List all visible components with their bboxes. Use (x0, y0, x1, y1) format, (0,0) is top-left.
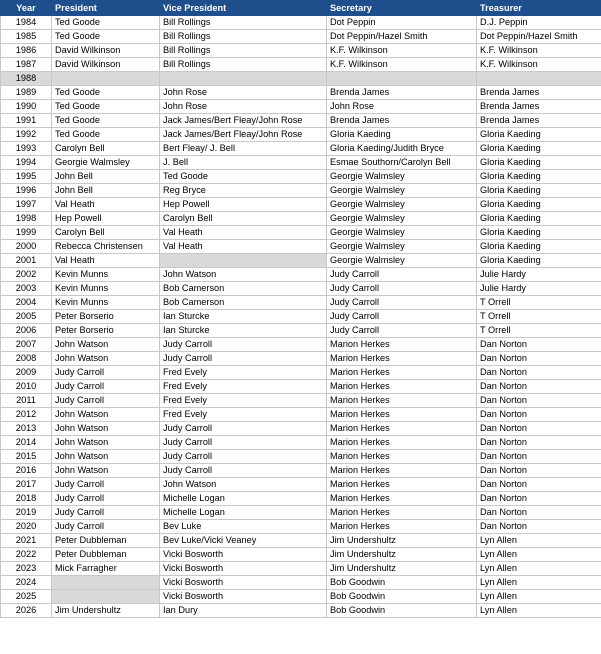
secretary-cell[interactable]: Jim Undershultz (327, 534, 477, 548)
president-cell[interactable]: John Watson (52, 450, 160, 464)
secretary-cell[interactable]: Bob Goodwin (327, 604, 477, 618)
vice-president-cell[interactable]: Ian Sturcke (160, 324, 327, 338)
secretary-cell[interactable]: Judy Carroll (327, 296, 477, 310)
secretary-cell[interactable]: K.F. Wilkinson (327, 58, 477, 72)
president-cell[interactable]: Georgie Walmsley (52, 156, 160, 170)
vice-president-cell[interactable]: Judy Carroll (160, 422, 327, 436)
president-cell[interactable]: Peter Dubbleman (52, 548, 160, 562)
table-row (1, 212, 601, 226)
year-cell[interactable]: 2013 (1, 422, 52, 436)
year-cell[interactable]: 2000 (1, 240, 52, 254)
vice-president-cell[interactable]: Judy Carroll (160, 464, 327, 478)
treasurer-cell[interactable]: Dan Norton (477, 366, 601, 380)
vice-president-cell[interactable]: Vicki Bosworth (160, 590, 327, 604)
vice-president-cell[interactable]: Reg Bryce (160, 184, 327, 198)
vice-president-cell[interactable]: Vicki Bosworth (160, 562, 327, 576)
year-cell[interactable]: 2014 (1, 436, 52, 450)
table-row (1, 240, 601, 254)
treasurer-cell[interactable]: Dan Norton (477, 492, 601, 506)
president-cell[interactable]: Peter Dubbleman (52, 534, 160, 548)
treasurer-cell[interactable]: Gloria Kaeding (477, 254, 601, 268)
table-row (1, 324, 601, 338)
president-cell[interactable]: Judy Carroll (52, 520, 160, 534)
president-cell[interactable]: Ted Goode (52, 100, 160, 114)
president-cell[interactable] (52, 576, 160, 590)
secretary-cell[interactable]: Gloria Kaeding/Judith Bryce (327, 142, 477, 156)
president-cell[interactable]: Carolyn Bell (52, 226, 160, 240)
secretary-cell[interactable] (327, 72, 477, 86)
secretary-cell[interactable]: Judy Carroll (327, 324, 477, 338)
treasurer-cell[interactable]: Dan Norton (477, 464, 601, 478)
secretary-cell[interactable]: Georgie Walmsley (327, 254, 477, 268)
year-cell[interactable]: 2015 (1, 450, 52, 464)
secretary-cell[interactable]: Judy Carroll (327, 268, 477, 282)
table-row (1, 58, 601, 72)
table-row (1, 114, 601, 128)
table-row (1, 254, 601, 268)
secretary-cell[interactable]: Marion Herkes (327, 506, 477, 520)
president-cell[interactable]: Judy Carroll (52, 380, 160, 394)
table-row (1, 296, 601, 310)
table-row (1, 422, 601, 436)
table-row (1, 520, 601, 534)
table-row (1, 226, 601, 240)
year-cell[interactable]: 2025 (1, 590, 52, 604)
table-header (1, 1, 601, 16)
treasurer-cell[interactable]: Gloria Kaeding (477, 198, 601, 212)
secretary-cell[interactable]: Georgie Walmsley (327, 198, 477, 212)
table-row (1, 548, 601, 562)
president-cell[interactable]: Carolyn Bell (52, 142, 160, 156)
secretary-cell[interactable]: Marion Herkes (327, 492, 477, 506)
table-row (1, 492, 601, 506)
president-cell[interactable]: David Wilkinson (52, 58, 160, 72)
year-cell[interactable]: 1990 (1, 100, 52, 114)
vice-president-cell[interactable]: Vicki Bosworth (160, 576, 327, 590)
year-cell[interactable]: 2017 (1, 478, 52, 492)
table-row (1, 366, 601, 380)
vice-president-cell[interactable]: J. Bell (160, 156, 327, 170)
vice-president-cell[interactable]: Bill Rollings (160, 16, 327, 30)
president-cell[interactable]: Judy Carroll (52, 506, 160, 520)
year-cell[interactable]: 1984 (1, 16, 52, 30)
header-president[interactable]: President (52, 1, 160, 16)
vice-president-cell[interactable] (160, 72, 327, 86)
table-row (1, 604, 601, 618)
president-cell[interactable]: Ted Goode (52, 114, 160, 128)
president-cell[interactable]: Judy Carroll (52, 394, 160, 408)
year-cell[interactable]: 1998 (1, 212, 52, 226)
year-cell[interactable]: 1999 (1, 226, 52, 240)
treasurer-cell[interactable]: Dan Norton (477, 408, 601, 422)
secretary-cell[interactable]: Georgie Walmsley (327, 170, 477, 184)
secretary-cell[interactable]: Brenda James (327, 86, 477, 100)
president-cell[interactable]: Val Heath (52, 254, 160, 268)
table-row (1, 450, 601, 464)
treasurer-cell[interactable]: Brenda James (477, 100, 601, 114)
president-cell[interactable]: Jim Undershultz (52, 604, 160, 618)
treasurer-cell[interactable]: Dan Norton (477, 338, 601, 352)
treasurer-cell[interactable]: Dan Norton (477, 380, 601, 394)
table-row (1, 352, 601, 366)
year-cell[interactable]: 1991 (1, 114, 52, 128)
treasurer-cell[interactable]: Lyn Allen (477, 590, 601, 604)
vice-president-cell[interactable]: Fred Evely (160, 408, 327, 422)
president-cell[interactable]: David Wilkinson (52, 44, 160, 58)
table-row (1, 576, 601, 590)
header-secretary[interactable]: Secretary (327, 1, 477, 16)
vice-president-cell[interactable]: Bert Fleay/ J. Bell (160, 142, 327, 156)
table-row (1, 268, 601, 282)
table-body (1, 16, 601, 618)
vice-president-cell[interactable]: Fred Evely (160, 380, 327, 394)
vice-president-cell[interactable]: Judy Carroll (160, 338, 327, 352)
vice-president-cell[interactable]: Bob Camerson (160, 296, 327, 310)
vice-president-cell[interactable]: Jack James/Bert Fleay/John Rose (160, 114, 327, 128)
secretary-cell[interactable]: Bob Goodwin (327, 576, 477, 590)
vice-president-cell[interactable]: Judy Carroll (160, 436, 327, 450)
table-row (1, 534, 601, 548)
vice-president-cell[interactable]: John Rose (160, 86, 327, 100)
table-row (1, 478, 601, 492)
treasurer-cell[interactable]: Dot Peppin/Hazel Smith (477, 30, 601, 44)
table-row (1, 198, 601, 212)
table-row (1, 590, 601, 604)
president-cell[interactable]: John Watson (52, 352, 160, 366)
vice-president-cell[interactable]: Bill Rollings (160, 30, 327, 44)
year-cell[interactable]: 1993 (1, 142, 52, 156)
secretary-cell[interactable]: Esmae Southorn/Carolyn Bell (327, 156, 477, 170)
vice-president-cell[interactable]: John Watson (160, 268, 327, 282)
vice-president-cell[interactable]: Bev Luke/Vicki Veaney (160, 534, 327, 548)
secretary-cell[interactable]: Marion Herkes (327, 408, 477, 422)
secretary-cell[interactable]: Marion Herkes (327, 520, 477, 534)
vice-president-cell[interactable]: Bill Rollings (160, 58, 327, 72)
president-cell[interactable]: John Watson (52, 338, 160, 352)
president-cell[interactable]: Rebecca Christensen (52, 240, 160, 254)
secretary-cell[interactable]: John Rose (327, 100, 477, 114)
year-cell[interactable]: 1995 (1, 170, 52, 184)
treasurer-cell[interactable]: T Orrell (477, 324, 601, 338)
secretary-cell[interactable]: K.F. Wilkinson (327, 44, 477, 58)
secretary-cell[interactable]: Bob Goodwin (327, 590, 477, 604)
treasurer-cell[interactable]: Gloria Kaeding (477, 184, 601, 198)
year-cell[interactable]: 2021 (1, 534, 52, 548)
secretary-cell[interactable]: Jim Undershultz (327, 548, 477, 562)
vice-president-cell[interactable]: Judy Carroll (160, 450, 327, 464)
year-cell[interactable]: 1996 (1, 184, 52, 198)
secretary-cell[interactable]: Marion Herkes (327, 380, 477, 394)
treasurer-cell[interactable]: Dan Norton (477, 520, 601, 534)
president-cell[interactable]: Mick Farragher (52, 562, 160, 576)
president-cell[interactable]: Peter Borserio (52, 310, 160, 324)
treasurer-cell[interactable] (477, 72, 601, 86)
secretary-cell[interactable]: Marion Herkes (327, 366, 477, 380)
treasurer-cell[interactable]: Lyn Allen (477, 548, 601, 562)
president-cell[interactable]: Kevin Munns (52, 282, 160, 296)
year-cell[interactable]: 2024 (1, 576, 52, 590)
year-cell[interactable]: 1994 (1, 156, 52, 170)
treasurer-cell[interactable]: Dan Norton (477, 478, 601, 492)
president-cell[interactable]: Hep Powell (52, 212, 160, 226)
year-cell[interactable]: 2011 (1, 394, 52, 408)
year-cell[interactable]: 2016 (1, 464, 52, 478)
vice-president-cell[interactable]: Bill Rollings (160, 44, 327, 58)
treasurer-cell[interactable]: Dan Norton (477, 352, 601, 366)
year-cell[interactable]: 1992 (1, 128, 52, 142)
header-treasurer[interactable]: Treasurer (477, 1, 601, 16)
vice-president-cell[interactable]: Ian Dury (160, 604, 327, 618)
vice-president-cell[interactable]: Ted Goode (160, 170, 327, 184)
president-cell[interactable]: Kevin Munns (52, 296, 160, 310)
president-cell[interactable]: Judy Carroll (52, 478, 160, 492)
year-cell[interactable]: 1985 (1, 30, 52, 44)
year-cell[interactable]: 2012 (1, 408, 52, 422)
year-cell[interactable]: 2005 (1, 310, 52, 324)
secretary-cell[interactable]: Georgie Walmsley (327, 226, 477, 240)
table-row (1, 128, 601, 142)
treasurer-cell[interactable]: Gloria Kaeding (477, 170, 601, 184)
vice-president-cell[interactable]: Bob Camerson (160, 282, 327, 296)
vice-president-cell[interactable]: John Watson (160, 478, 327, 492)
president-cell[interactable] (52, 590, 160, 604)
treasurer-cell[interactable]: T Orrell (477, 296, 601, 310)
president-cell[interactable]: John Bell (52, 184, 160, 198)
president-cell[interactable]: Peter Borserio (52, 324, 160, 338)
year-cell[interactable]: 2020 (1, 520, 52, 534)
president-cell[interactable]: John Watson (52, 408, 160, 422)
secretary-cell[interactable]: Judy Carroll (327, 282, 477, 296)
vice-president-cell[interactable]: Fred Evely (160, 366, 327, 380)
treasurer-cell[interactable]: Brenda James (477, 114, 601, 128)
president-cell[interactable]: Ted Goode (52, 16, 160, 30)
year-cell[interactable]: 1997 (1, 198, 52, 212)
secretary-cell[interactable]: Marion Herkes (327, 352, 477, 366)
table-row (1, 72, 601, 86)
table-row (1, 86, 601, 100)
table-row (1, 30, 601, 44)
president-cell[interactable]: Ted Goode (52, 30, 160, 44)
secretary-cell[interactable]: Jim Undershultz (327, 562, 477, 576)
treasurer-cell[interactable]: Dan Norton (477, 506, 601, 520)
table-row (1, 184, 601, 198)
year-cell[interactable]: 2004 (1, 296, 52, 310)
president-cell[interactable]: John Bell (52, 170, 160, 184)
table-row (1, 506, 601, 520)
secretary-cell[interactable]: Dot Peppin (327, 16, 477, 30)
header-vice-president[interactable]: Vice President (160, 1, 327, 16)
president-cell[interactable]: Val Heath (52, 198, 160, 212)
vice-president-cell[interactable] (160, 254, 327, 268)
vice-president-cell[interactable]: Vicki Bosworth (160, 548, 327, 562)
president-cell[interactable]: Judy Carroll (52, 492, 160, 506)
table-row (1, 338, 601, 352)
treasurer-cell[interactable]: Gloria Kaeding (477, 128, 601, 142)
year-cell[interactable]: 2006 (1, 324, 52, 338)
table-row (1, 408, 601, 422)
treasurer-cell[interactable]: Dan Norton (477, 450, 601, 464)
treasurer-cell[interactable]: Brenda James (477, 86, 601, 100)
treasurer-cell[interactable]: Dan Norton (477, 394, 601, 408)
table-row (1, 380, 601, 394)
vice-president-cell[interactable]: Val Heath (160, 240, 327, 254)
treasurer-cell[interactable]: Lyn Allen (477, 562, 601, 576)
vice-president-cell[interactable]: Bev Luke (160, 520, 327, 534)
president-cell[interactable]: John Watson (52, 422, 160, 436)
secretary-cell[interactable]: Marion Herkes (327, 450, 477, 464)
secretary-cell[interactable]: Georgie Walmsley (327, 240, 477, 254)
secretary-cell[interactable]: Marion Herkes (327, 394, 477, 408)
table-row (1, 282, 601, 296)
year-cell[interactable]: 2022 (1, 548, 52, 562)
table-row (1, 16, 601, 30)
treasurer-cell[interactable]: Julie Hardy (477, 268, 601, 282)
year-cell[interactable]: 1986 (1, 44, 52, 58)
header-year[interactable]: Year (1, 1, 52, 16)
vice-president-cell[interactable]: Fred Evely (160, 394, 327, 408)
secretary-cell[interactable]: Brenda James (327, 114, 477, 128)
president-cell[interactable]: John Watson (52, 464, 160, 478)
president-cell[interactable]: John Watson (52, 436, 160, 450)
vice-president-cell[interactable]: Ian Sturcke (160, 310, 327, 324)
secretary-cell[interactable]: Georgie Walmsley (327, 184, 477, 198)
table-row (1, 156, 601, 170)
year-cell[interactable]: 2009 (1, 366, 52, 380)
president-cell[interactable]: Ted Goode (52, 128, 160, 142)
vice-president-cell[interactable]: Val Heath (160, 226, 327, 240)
secretary-cell[interactable]: Marion Herkes (327, 478, 477, 492)
secretary-cell[interactable]: Georgie Walmsley (327, 212, 477, 226)
treasurer-cell[interactable]: Lyn Allen (477, 604, 601, 618)
vice-president-cell[interactable]: Hep Powell (160, 198, 327, 212)
vice-president-cell[interactable]: John Rose (160, 100, 327, 114)
vice-president-cell[interactable]: Jack James/Bert Fleay/John Rose (160, 128, 327, 142)
president-cell[interactable]: Kevin Munns (52, 268, 160, 282)
year-cell[interactable]: 1989 (1, 86, 52, 100)
year-cell[interactable]: 2019 (1, 506, 52, 520)
table-row (1, 170, 601, 184)
secretary-cell[interactable]: Gloria Kaeding (327, 128, 477, 142)
year-cell[interactable]: 2007 (1, 338, 52, 352)
vice-president-cell[interactable]: Carolyn Bell (160, 212, 327, 226)
vice-president-cell[interactable]: Michelle Logan (160, 492, 327, 506)
secretary-cell[interactable]: Marion Herkes (327, 436, 477, 450)
year-cell[interactable]: 1988 (1, 72, 52, 86)
secretary-cell[interactable]: Judy Carroll (327, 310, 477, 324)
year-cell[interactable]: 2002 (1, 268, 52, 282)
president-cell[interactable]: Judy Carroll (52, 366, 160, 380)
treasurer-cell[interactable]: K.F. Wilkinson (477, 58, 601, 72)
treasurer-cell[interactable]: Julie Hardy (477, 282, 601, 296)
vice-president-cell[interactable]: Judy Carroll (160, 352, 327, 366)
secretary-cell[interactable]: Marion Herkes (327, 464, 477, 478)
table-row (1, 310, 601, 324)
year-cell[interactable]: 2023 (1, 562, 52, 576)
secretary-cell[interactable]: Marion Herkes (327, 338, 477, 352)
treasurer-cell[interactable]: Dan Norton (477, 422, 601, 436)
year-cell[interactable]: 2018 (1, 492, 52, 506)
treasurer-cell[interactable]: Gloria Kaeding (477, 240, 601, 254)
president-cell[interactable] (52, 72, 160, 86)
year-cell[interactable]: 2026 (1, 604, 52, 618)
secretary-cell[interactable]: Marion Herkes (327, 422, 477, 436)
year-cell[interactable]: 2010 (1, 380, 52, 394)
vice-president-cell[interactable]: Michelle Logan (160, 506, 327, 520)
table-row (1, 562, 601, 576)
year-cell[interactable]: 2001 (1, 254, 52, 268)
treasurer-cell[interactable]: Lyn Allen (477, 534, 601, 548)
treasurer-cell[interactable]: K.F. Wilkinson (477, 44, 601, 58)
year-cell[interactable]: 2003 (1, 282, 52, 296)
table-row (1, 436, 601, 450)
treasurer-cell[interactable]: Gloria Kaeding (477, 156, 601, 170)
treasurer-cell[interactable]: Gloria Kaeding (477, 212, 601, 226)
table-row (1, 464, 601, 478)
president-cell[interactable]: Ted Goode (52, 86, 160, 100)
treasurer-cell[interactable]: Gloria Kaeding (477, 226, 601, 240)
header-row (1, 1, 601, 16)
treasurer-cell[interactable]: Dan Norton (477, 436, 601, 450)
secretary-cell[interactable]: Dot Peppin/Hazel Smith (327, 30, 477, 44)
treasurer-cell[interactable]: Lyn Allen (477, 576, 601, 590)
table-row (1, 44, 601, 58)
treasurer-cell[interactable]: D.J. Peppin (477, 16, 601, 30)
treasurer-cell[interactable]: T Orrell (477, 310, 601, 324)
year-cell[interactable]: 1987 (1, 58, 52, 72)
table-row (1, 142, 601, 156)
year-cell[interactable]: 2008 (1, 352, 52, 366)
treasurer-cell[interactable]: Gloria Kaeding (477, 142, 601, 156)
table-row (1, 394, 601, 408)
table-row (1, 100, 601, 114)
